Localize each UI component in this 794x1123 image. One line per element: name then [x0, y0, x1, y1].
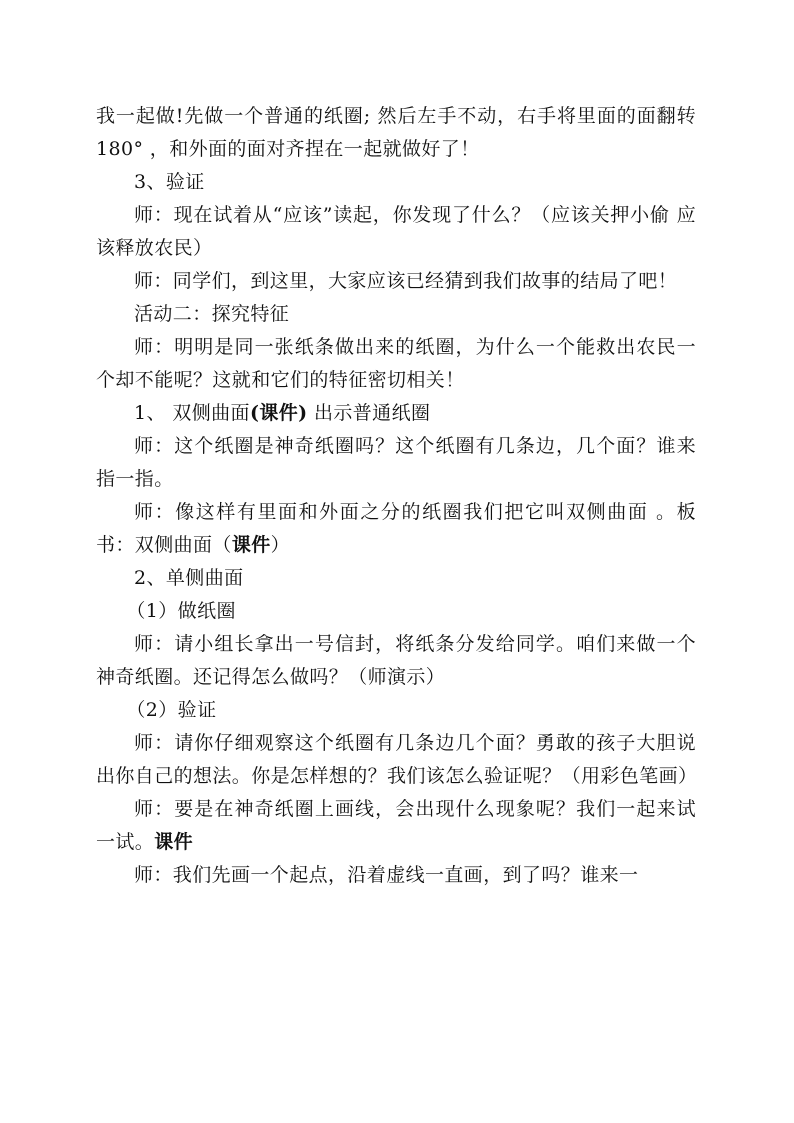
paragraph-teacher-ending: 师：同学们，到这里，大家应该已经猜到我们故事的结局了吧！: [134, 270, 678, 292]
courseware-label: (课件): [249, 402, 308, 424]
subheading-double-surface-prefix: 1、 双侧曲面: [134, 402, 250, 424]
step-verify: （2）验证: [126, 699, 217, 721]
document-body: [96, 100, 696, 892]
paragraph-teacher-question: 师：明明是同一张纸条做出来的纸圈，为什么一个能救出农民一个却不能呢？这就和它们的特征密切相关！: [96, 336, 696, 391]
paragraph-teacher-edges: 师：这个纸圈是神奇纸圈吗？这个纸圈有几条边，几个面？谁来指一指。: [96, 435, 696, 490]
paragraph-teacher-board-prefix: 师：像这样有里面和外面之分的纸圈我们把它叫双侧曲面 。板书：双侧曲面（: [96, 501, 696, 556]
section-heading-verify: 3、验证: [134, 171, 205, 193]
paragraph-teacher-draw: [96, 793, 696, 859]
courseware-label: 课件: [231, 534, 271, 556]
paragraph-teacher-draw-prefix: 师：要是在神奇纸圈上画线，会出现什么现象呢？我们一起来试一试。: [96, 798, 696, 853]
courseware-label: 课件: [154, 831, 194, 853]
subheading-double-surface-suffix: 出示普通纸圈: [307, 402, 431, 424]
paragraph-teacher-read: 师：现在试着从“应该”读起，你发现了什么？（应该关押小偷 应该释放农民）: [96, 204, 696, 259]
paragraph-continuation: 我一起做!先做一个普通的纸圈; 然后左手不动，右手将里面的面翻转 180° ，和外面的面对齐捏在一起就做好了！: [96, 105, 696, 160]
paragraph-teacher-board: [96, 496, 696, 562]
subheading-double-surface: [96, 397, 696, 430]
paragraph-teacher-observe: 师：请你仔细观察这个纸圈有几条边几个面？勇敢的孩子大胆说出你自己的想法。你是怎样想的？我们该怎么验证呢？（用彩色笔画）: [96, 732, 698, 787]
paragraph-teacher-start-point: 师：我们先画一个起点，沿着虚线一直画，到了吗？谁来一: [134, 864, 639, 886]
paragraph-teacher-envelope: 师：请小组长拿出一号信封，将纸条分发给同学。咱们来做一个神奇纸圈。还记得怎么做吗？（师演示）: [96, 633, 696, 688]
subheading-single-surface: 2、单侧曲面: [134, 567, 244, 589]
activity-two-heading: 活动二：探究特征: [134, 303, 290, 325]
step-make-paper-loop: （1）做纸圈: [126, 600, 236, 622]
paragraph-teacher-board-suffix: ）: [270, 534, 291, 556]
